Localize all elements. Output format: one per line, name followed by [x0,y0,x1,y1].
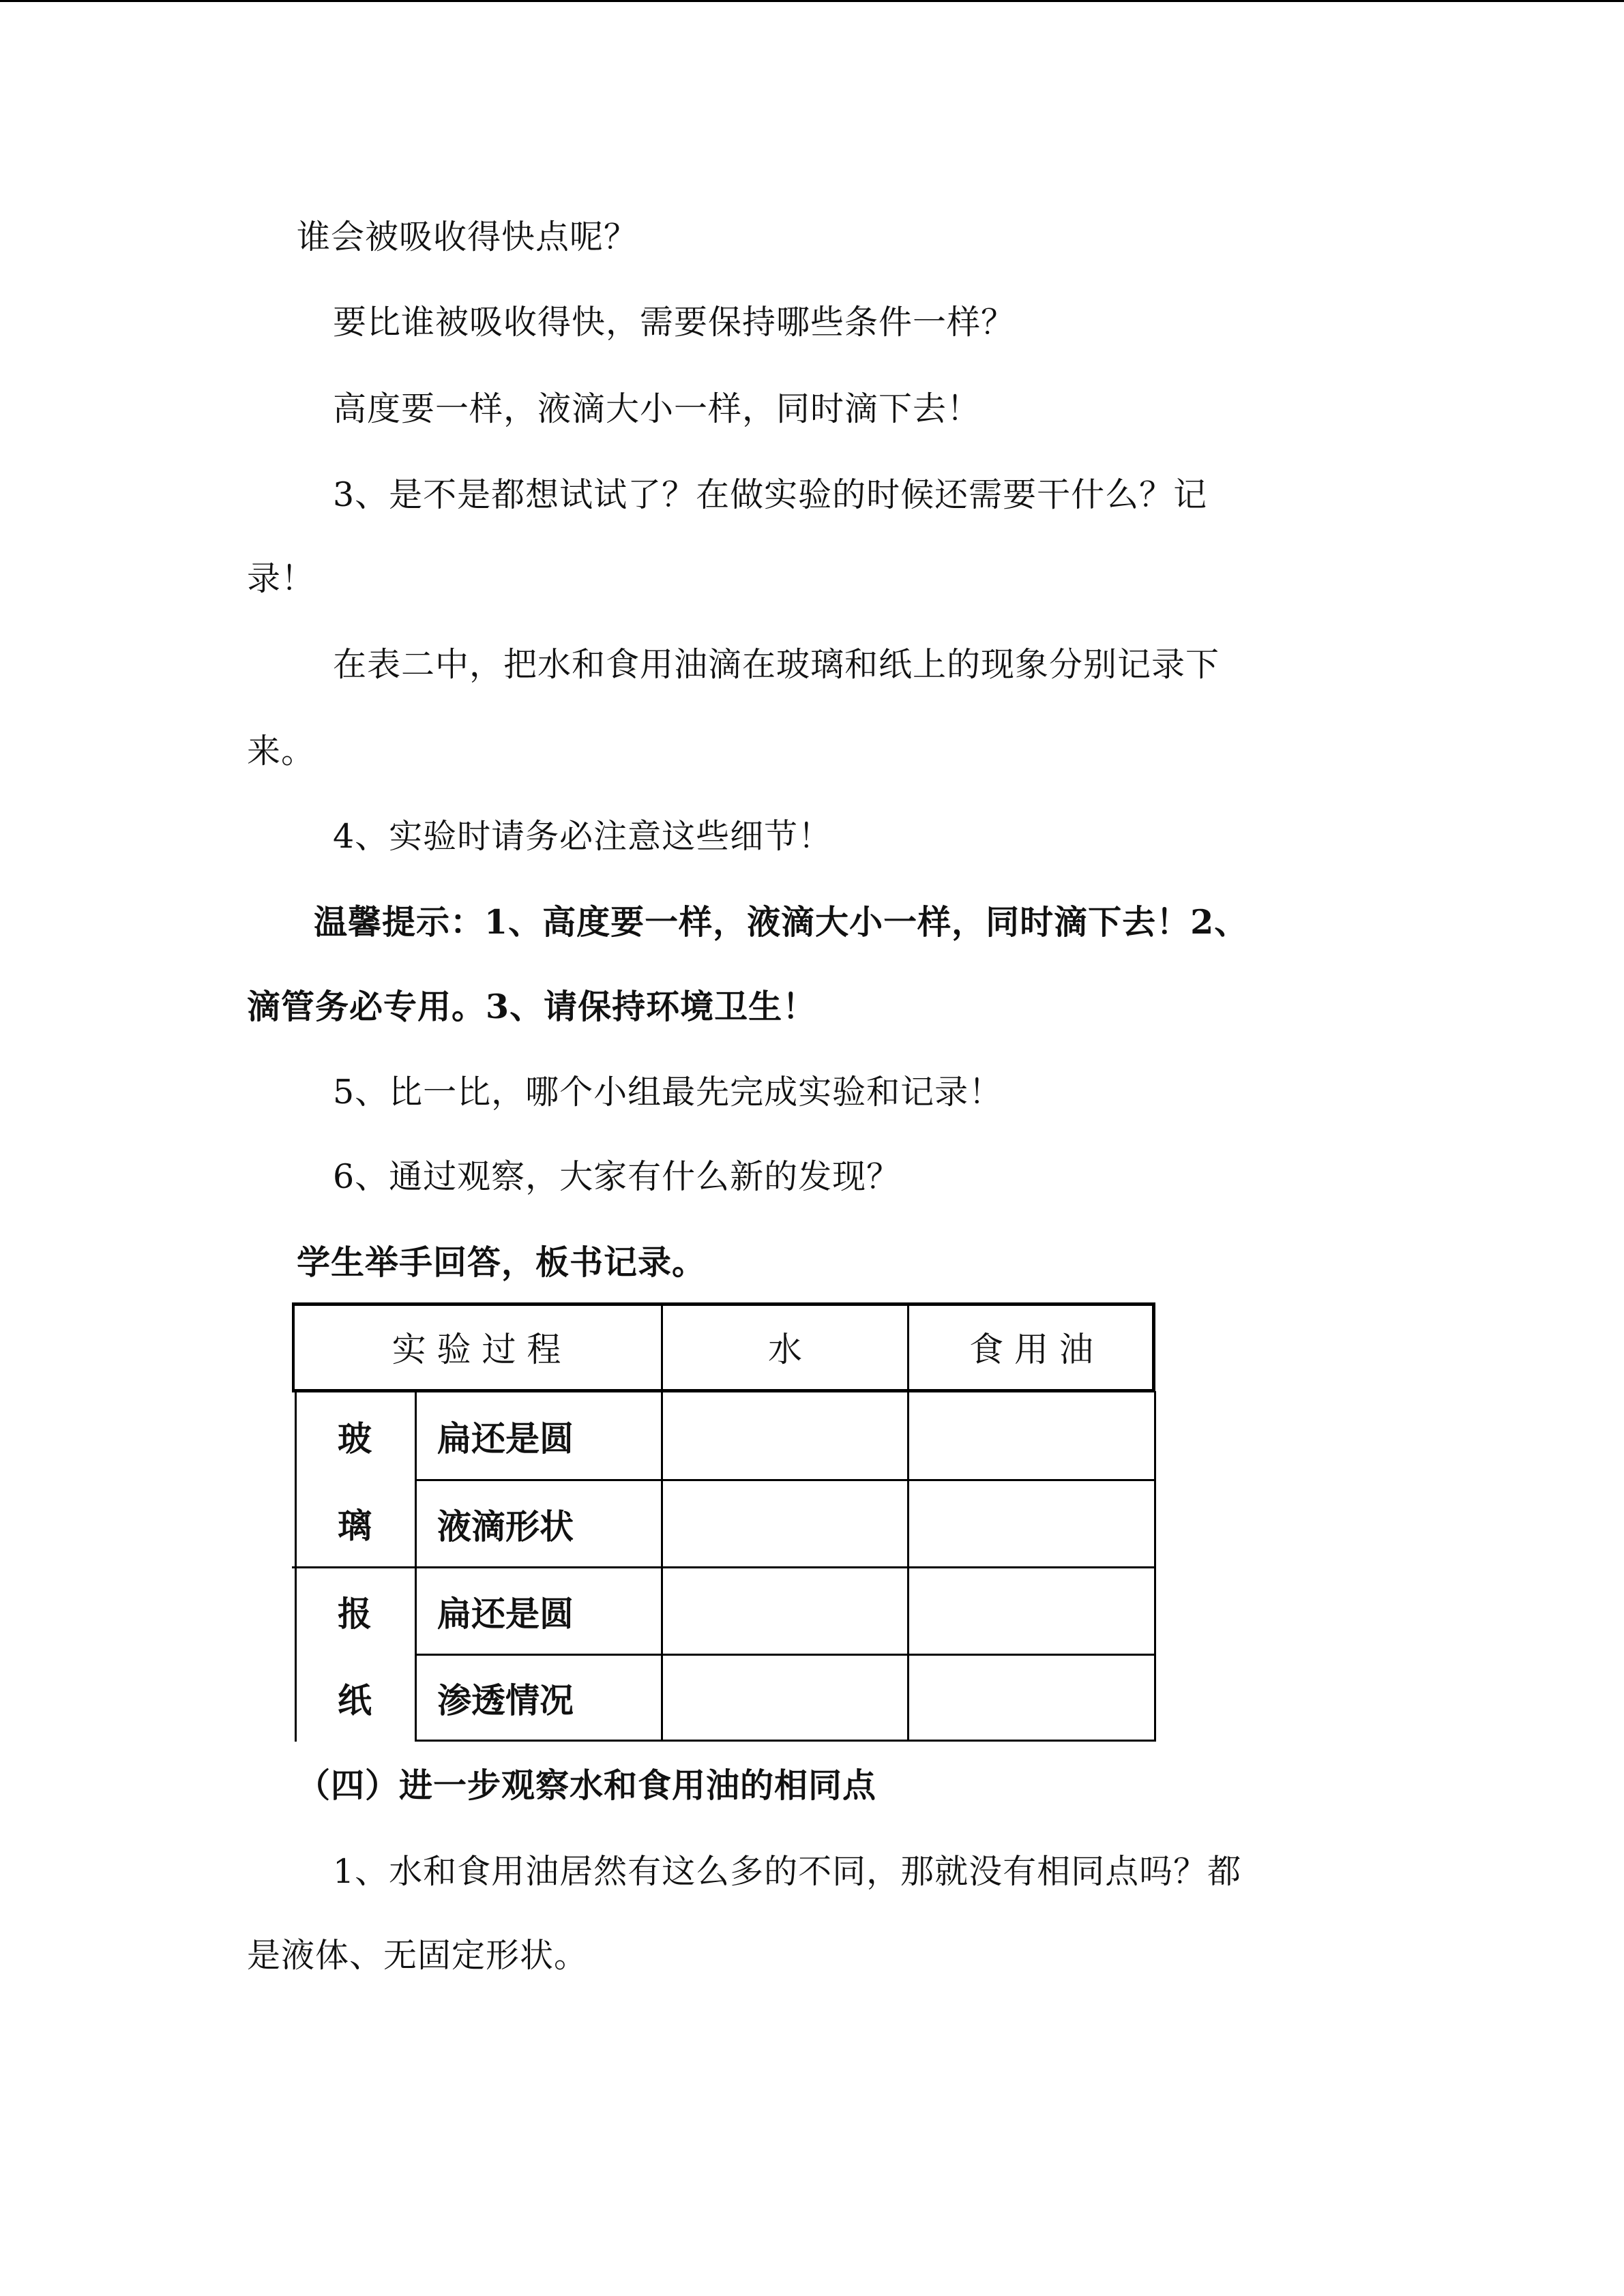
paragraph-line: 5、比一比，哪个小组最先完成实验和记录！ [333,1073,1003,1112]
paragraph-line: 3、是不是都想试试了？在做实验的时候还需要干什么？记 [333,475,1208,514]
table-row-label: 扁还是圆 [437,1593,574,1634]
table-row-label: 液滴形状 [437,1506,574,1547]
table-header-process: 实 验 过 程 [392,1330,561,1369]
page-top-border [0,0,1624,2]
table-header-oil: 食 用 油 [969,1330,1093,1369]
table-header-water: 水 [768,1330,802,1369]
paragraph-line: 6、通过观察，大家有什么新的发现？ [333,1157,901,1196]
tip-line: 滴管务必专用。3、请保持环境卫生！ [247,987,817,1026]
table-group-label: 璃 [338,1505,372,1546]
paragraph-line: 学生举手回答，板书记录。 [297,1242,707,1282]
paragraph-line: 录！ [247,559,316,598]
paragraph-line: 4、实验时请务必注意这些细节！ [333,817,833,856]
table-group-label: 纸 [338,1680,372,1720]
table-row-label: 扁还是圆 [437,1418,574,1459]
table-group-label: 玻 [338,1418,372,1459]
section-heading: （四）进一步观察水和食用油的相同点 [297,1765,877,1805]
tip-line: 温馨提示：1、高度要一样，液滴大小一样，同时滴下去！2、 [314,902,1249,942]
table-rule [415,1740,1156,1742]
paragraph-line: 在表二中，把水和食用油滴在玻璃和纸上的现象分别记录下 [333,645,1220,684]
paragraph-line: 是液体、无固定形状。 [247,1936,589,1975]
paragraph-line: 来。 [247,732,316,771]
paragraph-line: 要比谁被吸收得快，需要保持哪些条件一样？ [333,303,1016,342]
paragraph-line: 1、水和食用油居然有这么多的不同，那就没有相同点吗？都 [333,1852,1242,1891]
paragraph-line: 高度要一样，液滴大小一样，同时滴下去！ [333,389,981,428]
table-rule [1154,1391,1156,1742]
table-group-label: 报 [338,1593,372,1634]
table-row-label: 渗透情况 [437,1680,574,1720]
paragraph-line: 谁会被吸收得快点呢？ [297,218,638,256]
observation-table [292,1302,1156,1742]
